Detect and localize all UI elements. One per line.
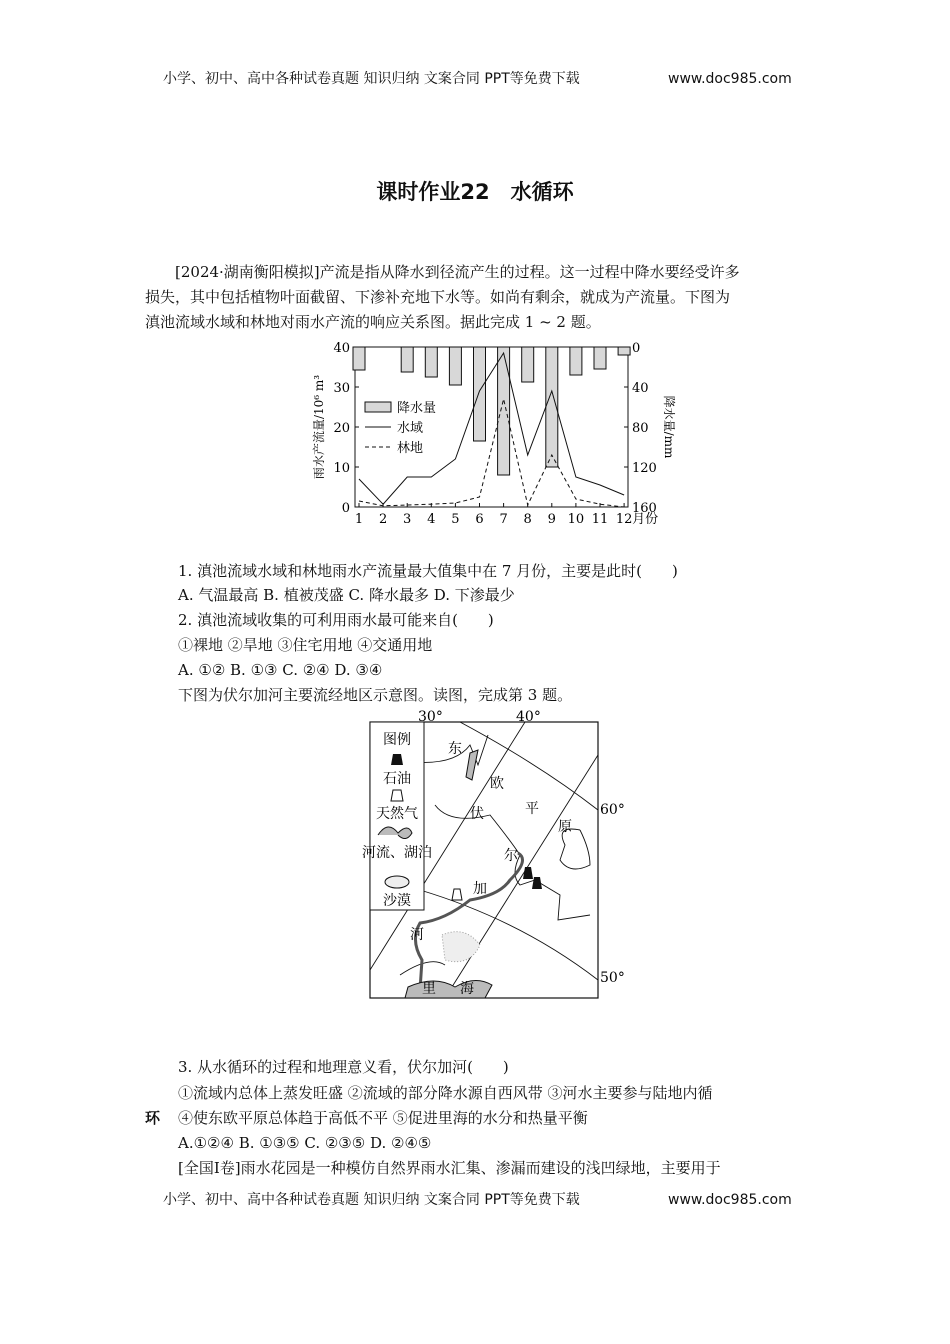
header-text: 小学、初中、高中各种试卷真题 知识归纳 文案合同 PPT等免费下载 — [163, 71, 580, 87]
lon-label: 40° — [516, 709, 541, 725]
bar-precip-6 — [474, 347, 486, 441]
bar-precip-12 — [618, 347, 630, 355]
plot-frame — [355, 347, 628, 507]
q2-items: ①裸地 ②旱地 ③住宅用地 ④交通用地 — [178, 636, 433, 654]
legend-oil: 石油 — [383, 771, 411, 787]
intro-line-2: 损失，其中包括植物叶面截留、下渗补充地下水等。如尚有剩余，就成为产流量。下图为 — [145, 288, 731, 306]
ylabel: 雨水产流量/10⁶ m³ — [312, 374, 326, 480]
xtick-label: 11 — [591, 512, 609, 527]
xlabel: 月份 — [632, 512, 659, 527]
xtick-label: 1 — [354, 512, 364, 527]
legend-label: 降水量 — [397, 401, 437, 416]
xtick-label: 2 — [378, 512, 388, 527]
lat-label: 60° — [600, 802, 625, 818]
legend-desert: 沙漠 — [383, 893, 411, 909]
xtick-label: 12 — [615, 512, 633, 527]
runoff-chart — [305, 338, 685, 533]
map-label: 河 — [410, 927, 424, 943]
q3-line2b: ④使东欧平原总体趋于高低不平 ⑤促进里海的水分和热量平衡 — [178, 1109, 588, 1127]
map-label: 伏 — [470, 806, 484, 822]
gas-icon — [391, 790, 403, 801]
map-label: 尔 — [504, 848, 518, 864]
footer-text: 小学、初中、高中各种试卷真题 知识归纳 文案合同 PPT等免费下载 — [163, 1192, 580, 1208]
intro-line-1: [2024·湖南衡阳模拟]产流是指从降水到径流产生的过程。这一过程中降水要经受许多 — [175, 263, 740, 281]
map-label: 里 — [422, 981, 436, 997]
map-legend-title: 图例 — [383, 732, 411, 748]
map-label: 原 — [558, 819, 572, 835]
lon-label: 30° — [418, 709, 443, 725]
y2tick-label: 80 — [632, 421, 649, 436]
xtick-label: 7 — [499, 512, 508, 527]
y2tick-label: 0 — [632, 341, 641, 356]
xtick-label: 10 — [567, 512, 585, 527]
ytick-label: 20 — [333, 421, 350, 436]
q1-stem: 1. 滇池流域水域和林地雨水产流量最大值集中在 7 月份，主要是此时( ) — [178, 562, 678, 580]
bar-precip-4 — [425, 347, 437, 377]
header-site[interactable]: www.doc985.com — [668, 71, 792, 87]
ytick-label: 30 — [333, 381, 350, 396]
legend-river: 河流、湖泊 — [362, 845, 432, 861]
oil-icon — [391, 754, 403, 765]
bar-precip-5 — [449, 347, 461, 385]
xtick-label: 5 — [451, 512, 460, 527]
map-label: 海 — [460, 981, 474, 997]
ytick-label: 0 — [341, 501, 350, 516]
desert-icon — [385, 876, 409, 888]
y2tick-label: 160 — [632, 501, 657, 516]
legend-label: 水域 — [397, 421, 424, 436]
q2-options: A. ①② B. ①③ C. ②④ D. ③④ — [178, 661, 383, 679]
footer-site[interactable]: www.doc985.com — [668, 1192, 792, 1208]
intro-3: [全国Ⅰ卷]雨水花园是一种模仿自然界雨水汇集、渗漏而建设的浅凹绿地，主要用于 — [178, 1159, 721, 1177]
lat-label: 50° — [600, 970, 625, 986]
xtick-label: 3 — [403, 512, 412, 527]
q2-stem: 2. 滇池流域收集的可利用雨水最可能来自( ) — [178, 611, 494, 629]
map-label: 加 — [473, 881, 487, 897]
q3-stem: 3. 从水循环的过程和地理意义看，伏尔加河( ) — [178, 1058, 509, 1076]
bar-precip-3 — [401, 347, 413, 372]
intro-line-3: 滇池流域水域和林地对雨水产流的响应关系图。据此完成 1 ~ 2 题。 — [145, 313, 601, 331]
ytick-label: 10 — [333, 461, 350, 476]
y2tick-label: 120 — [632, 461, 657, 476]
legend-gas: 天然气 — [376, 806, 418, 822]
map-label: 欧 — [490, 776, 504, 792]
map-label: 平 — [525, 801, 539, 817]
gas-marker — [452, 889, 462, 900]
xtick-label: 9 — [547, 512, 556, 527]
bar-precip-11 — [594, 347, 606, 369]
intro-2: 下图为伏尔加河主要流经地区示意图。读图，完成第 3 题。 — [178, 686, 573, 704]
q1-options: A. 气温最高 B. 植被茂盛 C. 降水最多 D. 下渗最少 — [178, 586, 515, 604]
q3-line1: ①流域内总体上蒸发旺盛 ②流域的部分降水源自西风带 ③河水主要参与陆地内循 — [178, 1084, 713, 1102]
xtick-label: 8 — [523, 512, 532, 527]
bar-precip-10 — [570, 347, 582, 375]
volga-map — [360, 705, 630, 1005]
ytick-label: 40 — [333, 341, 350, 356]
xtick-label: 6 — [475, 512, 484, 527]
q3-options: A.①②④ B. ①③⑤ C. ②③⑤ D. ②④⑤ — [178, 1134, 432, 1152]
xtick-label: 4 — [427, 512, 436, 527]
page-title: 课时作业22 水循环 — [376, 180, 574, 204]
bar-precip-7 — [498, 347, 510, 475]
legend-bar-swatch — [365, 402, 391, 412]
bar-precip-1 — [353, 347, 365, 370]
map-label: 东 — [448, 741, 462, 757]
bar-precip-8 — [522, 347, 534, 382]
y2tick-label: 40 — [632, 381, 649, 396]
q3-line2a: 环 — [145, 1109, 161, 1127]
y2label: 降水量/mm — [662, 395, 676, 459]
legend-label: 林地 — [397, 441, 424, 456]
